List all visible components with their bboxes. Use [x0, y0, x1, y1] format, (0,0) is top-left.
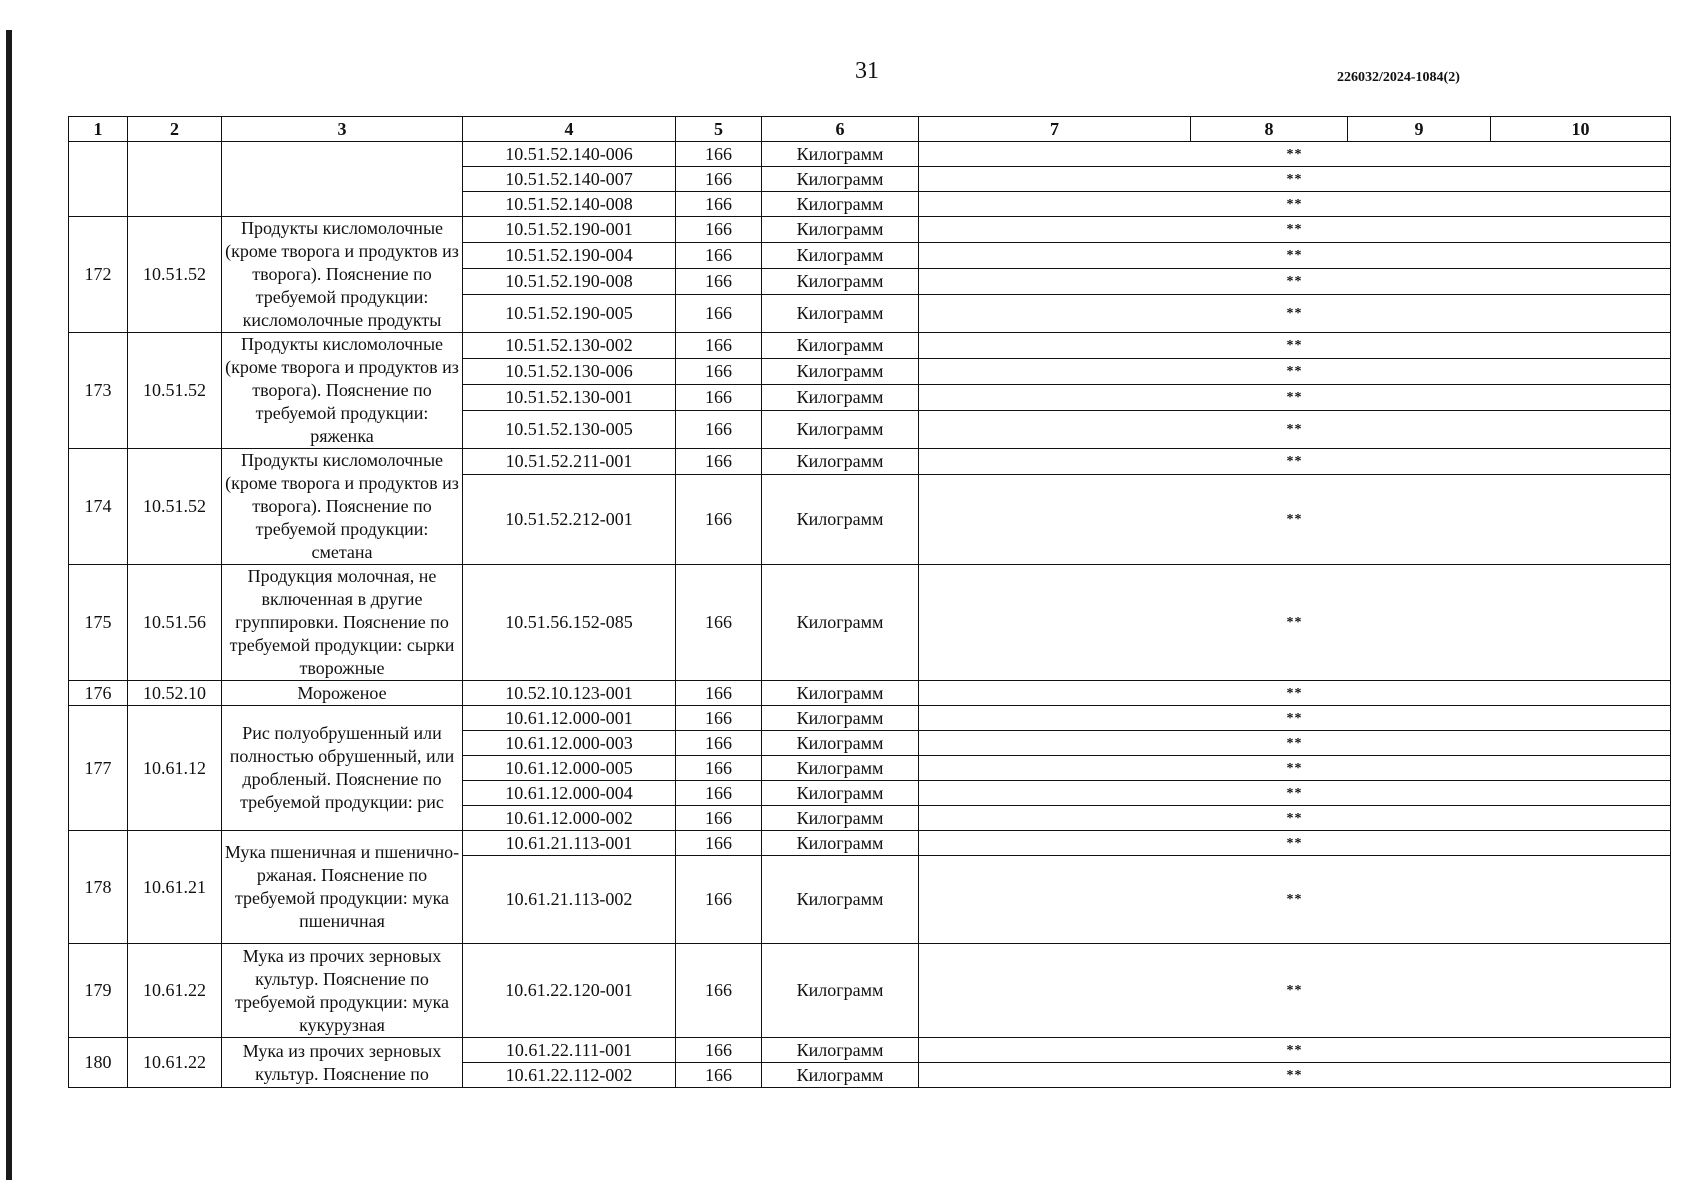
okei-code-cell: 166 [676, 565, 762, 681]
okpd-code-cell: 10.51.52 [128, 333, 222, 449]
ktru-code-cell: 10.51.52.130-006 [463, 359, 676, 385]
merged-mark-cell: ** [919, 806, 1671, 831]
header-cell: 2 [128, 117, 222, 142]
table-row [69, 449, 1671, 475]
okei-code-cell: 166 [676, 411, 762, 449]
merged-mark-cell: ** [919, 333, 1671, 359]
okei-code-cell: 166 [676, 681, 762, 706]
merged-mark-cell: ** [919, 565, 1671, 681]
okei-code-cell: 166 [676, 333, 762, 359]
description-cell: Рис полуобрушенный или полностью обрушенный, или дробленый. Пояснение по требуемой продукции: рис [222, 706, 463, 831]
merged-mark-cell: ** [919, 385, 1671, 411]
merged-mark-cell: ** [919, 243, 1671, 269]
okei-code-cell: 166 [676, 806, 762, 831]
merged-mark-cell: ** [919, 142, 1671, 167]
merged-mark-cell: ** [919, 359, 1671, 385]
header-cell: 9 [1348, 117, 1491, 142]
unit-cell: Килограмм [762, 385, 919, 411]
okei-code-cell: 166 [676, 1038, 762, 1063]
row-number-cell: 177 [69, 706, 128, 831]
ktru-code-cell: 10.51.52.140-008 [463, 192, 676, 217]
merged-mark-cell: ** [919, 269, 1671, 295]
unit-cell: Килограмм [762, 706, 919, 731]
okei-code-cell: 166 [676, 142, 762, 167]
merged-mark-cell: ** [919, 192, 1671, 217]
merged-mark-cell: ** [919, 475, 1671, 565]
header-cell: 1 [69, 117, 128, 142]
okei-code-cell: 166 [676, 475, 762, 565]
ktru-code-cell: 10.51.52.190-005 [463, 295, 676, 333]
ktru-code-cell: 10.61.22.112-002 [463, 1063, 676, 1088]
table-body [69, 142, 1671, 1088]
okei-code-cell: 166 [676, 192, 762, 217]
okei-code-cell: 166 [676, 1063, 762, 1088]
document-number: 226032/2024-1084(2) [1337, 70, 1460, 85]
ktru-code-cell: 10.51.52.212-001 [463, 475, 676, 565]
header-cell: 8 [1191, 117, 1348, 142]
unit-cell: Килограмм [762, 806, 919, 831]
ktru-code-cell: 10.51.52.130-001 [463, 385, 676, 411]
ktru-code-cell: 10.61.12.000-005 [463, 756, 676, 781]
description-cell: Продукты кисломолочные (кроме творога и продуктов из творога). Пояснение по требуемой продукции: кисломолочные продукты [222, 217, 463, 333]
okei-code-cell: 166 [676, 385, 762, 411]
ktru-code-cell: 10.61.21.113-001 [463, 831, 676, 856]
header-cell: 4 [463, 117, 676, 142]
ktru-code-cell: 10.51.52.211-001 [463, 449, 676, 475]
table-row [69, 681, 1671, 706]
table-row [69, 142, 1671, 167]
merged-mark-cell: ** [919, 681, 1671, 706]
header-cell: 6 [762, 117, 919, 142]
description-cell: Мука пшеничная и пшенично-ржаная. Пояснение по требуемой продукции: мука пшеничная [222, 831, 463, 944]
unit-cell: Килограмм [762, 269, 919, 295]
okpd-code-cell: 10.51.52 [128, 217, 222, 333]
unit-cell: Килограмм [762, 1038, 919, 1063]
okei-code-cell: 166 [676, 359, 762, 385]
unit-cell: Килограмм [762, 831, 919, 856]
row-number-cell: 178 [69, 831, 128, 944]
header-cell: 3 [222, 117, 463, 142]
description-cell: Продукты кисломолочные (кроме творога и продуктов из творога). Пояснение по требуемой продукции: сметана [222, 449, 463, 565]
okei-code-cell: 166 [676, 706, 762, 731]
header-cell: 10 [1491, 117, 1671, 142]
unit-cell: Килограмм [762, 217, 919, 243]
ktru-code-cell: 10.51.52.130-005 [463, 411, 676, 449]
okei-code-cell: 166 [676, 217, 762, 243]
okpd-code-cell: 10.51.56 [128, 565, 222, 681]
ktru-code-cell: 10.51.52.140-006 [463, 142, 676, 167]
ktru-code-cell: 10.51.52.190-004 [463, 243, 676, 269]
unit-cell: Килограмм [762, 333, 919, 359]
merged-mark-cell: ** [919, 944, 1671, 1038]
description-cell [222, 142, 463, 217]
table-row [69, 217, 1671, 243]
merged-mark-cell: ** [919, 831, 1671, 856]
unit-cell: Килограмм [762, 944, 919, 1038]
table-row [69, 831, 1671, 856]
description-cell: Мука из прочих зерновых культур. Пояснение по [222, 1038, 463, 1088]
ktru-code-cell: 10.61.22.120-001 [463, 944, 676, 1038]
unit-cell: Килограмм [762, 449, 919, 475]
table-row [69, 1038, 1671, 1063]
row-number-cell: 175 [69, 565, 128, 681]
ktru-code-cell: 10.51.52.140-007 [463, 167, 676, 192]
unit-cell: Килограмм [762, 681, 919, 706]
header-row [69, 117, 1671, 142]
ktru-code-cell: 10.61.21.113-002 [463, 856, 676, 944]
unit-cell: Килограмм [762, 731, 919, 756]
ktru-code-cell: 10.61.12.000-002 [463, 806, 676, 831]
okei-code-cell: 166 [676, 449, 762, 475]
okei-code-cell: 166 [676, 781, 762, 806]
header-cell: 7 [919, 117, 1191, 142]
ktru-code-cell: 10.61.12.000-004 [463, 781, 676, 806]
okpd-code-cell: 10.61.21 [128, 831, 222, 944]
unit-cell: Килограмм [762, 411, 919, 449]
description-cell: Продукты кисломолочные (кроме творога и продуктов из творога). Пояснение по требуемой продукции: ряженка [222, 333, 463, 449]
merged-mark-cell: ** [919, 756, 1671, 781]
unit-cell: Килограмм [762, 359, 919, 385]
unit-cell: Килограмм [762, 756, 919, 781]
table-row [69, 944, 1671, 1038]
okei-code-cell: 166 [676, 243, 762, 269]
unit-cell: Килограмм [762, 565, 919, 681]
unit-cell: Килограмм [762, 781, 919, 806]
okei-code-cell: 166 [676, 944, 762, 1038]
okei-code-cell: 166 [676, 856, 762, 944]
description-cell: Продукция молочная, не включенная в другие группировки. Пояснение по требуемой продукции: сырки творожные [222, 565, 463, 681]
ktru-code-cell: 10.51.56.152-085 [463, 565, 676, 681]
row-number-cell: 172 [69, 217, 128, 333]
row-number-cell: 179 [69, 944, 128, 1038]
okei-code-cell: 166 [676, 731, 762, 756]
table-row [69, 333, 1671, 359]
merged-mark-cell: ** [919, 167, 1671, 192]
merged-mark-cell: ** [919, 1038, 1671, 1063]
unit-cell: Килограмм [762, 295, 919, 333]
okei-code-cell: 166 [676, 295, 762, 333]
ktru-code-cell: 10.61.12.000-003 [463, 731, 676, 756]
scan-edge-bar [6, 30, 12, 1180]
row-number-cell: 180 [69, 1038, 128, 1088]
ktru-code-cell: 10.52.10.123-001 [463, 681, 676, 706]
page-number: 31 [855, 58, 879, 84]
okei-code-cell: 166 [676, 167, 762, 192]
merged-mark-cell: ** [919, 449, 1671, 475]
row-number-cell: 173 [69, 333, 128, 449]
procurement-table [68, 116, 1671, 1088]
merged-mark-cell: ** [919, 295, 1671, 333]
ktru-code-cell: 10.51.52.190-001 [463, 217, 676, 243]
description-cell: Мука из прочих зерновых культур. Пояснение по требуемой продукции: мука кукурузная [222, 944, 463, 1038]
merged-mark-cell: ** [919, 411, 1671, 449]
okpd-code-cell: 10.61.22 [128, 1038, 222, 1088]
okpd-code-cell: 10.61.22 [128, 944, 222, 1038]
okpd-code-cell: 10.51.52 [128, 449, 222, 565]
unit-cell: Килограмм [762, 167, 919, 192]
ktru-code-cell: 10.51.52.130-002 [463, 333, 676, 359]
okpd-code-cell [128, 142, 222, 217]
unit-cell: Килограмм [762, 1063, 919, 1088]
table-row [69, 706, 1671, 731]
unit-cell: Килограмм [762, 475, 919, 565]
unit-cell: Килограмм [762, 192, 919, 217]
merged-mark-cell: ** [919, 781, 1671, 806]
okei-code-cell: 166 [676, 756, 762, 781]
okei-code-cell: 166 [676, 831, 762, 856]
okei-code-cell: 166 [676, 269, 762, 295]
unit-cell: Килограмм [762, 142, 919, 167]
merged-mark-cell: ** [919, 217, 1671, 243]
row-number-cell [69, 142, 128, 217]
unit-cell: Килограмм [762, 243, 919, 269]
unit-cell: Килограмм [762, 856, 919, 944]
row-number-cell: 176 [69, 681, 128, 706]
merged-mark-cell: ** [919, 731, 1671, 756]
header-cell: 5 [676, 117, 762, 142]
table-row [69, 565, 1671, 681]
ktru-code-cell: 10.51.52.190-008 [463, 269, 676, 295]
ktru-code-cell: 10.61.22.111-001 [463, 1038, 676, 1063]
ktru-code-cell: 10.61.12.000-001 [463, 706, 676, 731]
row-number-cell: 174 [69, 449, 128, 565]
merged-mark-cell: ** [919, 1063, 1671, 1088]
description-cell: Мороженое [222, 681, 463, 706]
okpd-code-cell: 10.61.12 [128, 706, 222, 831]
okpd-code-cell: 10.52.10 [128, 681, 222, 706]
merged-mark-cell: ** [919, 706, 1671, 731]
merged-mark-cell: ** [919, 856, 1671, 944]
